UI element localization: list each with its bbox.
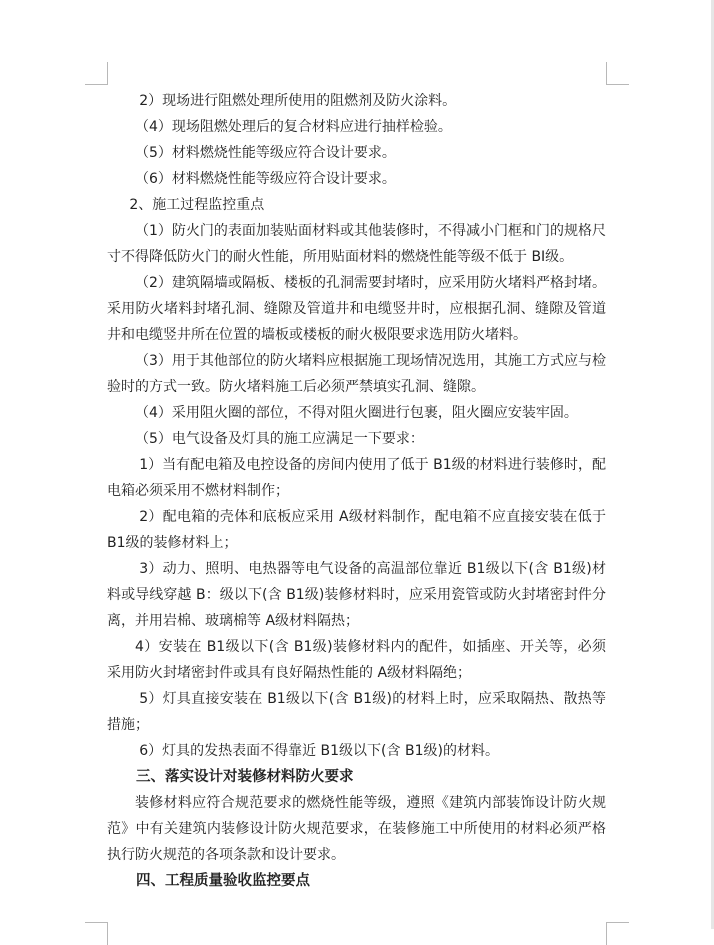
crop-mark-top-right [606, 62, 629, 85]
paragraph: （5）材料燃烧性能等级应符合设计要求。 [135, 145, 396, 161]
crop-mark-bottom-left [85, 922, 108, 945]
paragraph: 1）当有配电箱及电控设备的房间内使用了低于 B1级的材料进行装修时，配电箱必须采用不燃材料制作； [107, 457, 606, 499]
paragraph: （6）材料燃烧性能等级应符合设计要求。 [135, 171, 396, 187]
paragraph: 4）安装在 B1级以下(含 B1级)装修材料内的配件，如插座、开关等，必须采用防火封堵密封件或具有良好隔热性能的 A级材料隔绝； [107, 639, 606, 681]
paragraph: （4）采用阻火圈的部位，不得对阻火圈进行包裹，阻火圈应安装牢固。 [135, 405, 578, 421]
paragraph: 装修材料应符合规范要求的燃烧性能等级，遵照《建筑内部装饰设计防火规范》中有关建筑内装修设计防火规范要求，在装修施工中所使用的材料必须严格执行防火规范的各项条款和设计要求。 [107, 795, 606, 863]
paragraph: （3）用于其他部位的防火堵料应根据施工现场情况选用，其施工方式应与检验时的方式一致。防火堵料施工后必须严禁填实孔洞、缝隙。 [107, 353, 606, 395]
section-heading: 四、工程质量验收监控要点 [136, 873, 310, 889]
paragraph: 2）配电箱的壳体和底板应采用 A级材料制作，配电箱不应直接安装在低于 B1级的装修材料上； [107, 509, 606, 551]
crop-mark-top-left [85, 62, 108, 85]
paragraph: 2）现场进行阻燃处理所使用的阻燃剂及防火涂料。 [139, 93, 457, 109]
section-heading: 三、落实设计对装修材料防火要求 [136, 769, 354, 785]
paragraph: （4）现场阻燃处理后的复合材料应进行抽样检验。 [135, 119, 452, 135]
paragraph: （1）防火门的表面加装贴面材料或其他装修时，不得减小门框和门的规格尺寸不得降低防火门的耐火性能，所用贴面材料的燃烧性能等级不低于 BI级。 [107, 223, 606, 265]
paragraph: （2）建筑隔墙或隔板、楼板的孔洞需要封堵时，应采用防火堵料严格封堵。采用防火堵料封堵孔洞、缝隙及管道井和电缆竖井时，应根据孔洞、缝隙及管道井和电缆竖井所在位置的墙板或楼板的耐火极限要求选用防火堵料。 [107, 275, 606, 343]
crop-mark-bottom-right [606, 922, 629, 945]
paragraph: （5）电气设备及灯具的施工应满足一下要求： [135, 431, 424, 447]
paragraph: 5）灯具直接安装在 B1级以下(含 B1级)的材料上时，应采取隔热、散热等措施； [107, 691, 606, 733]
section-subheading: 2、施工过程监控重点 [129, 197, 265, 213]
document-body [107, 88, 606, 894]
paragraph: 3）动力、照明、电热器等电气设备的高温部位靠近 B1级以下(含 B1级)材料或导线穿越 B：级以下(含 B1级)装修材料时，应采用瓷管或防火封堵密封件分离，并用岩棉、玻璃棉等 A级材料隔热； [107, 561, 606, 629]
paragraph: 6）灯具的发热表面不得靠近 B1级以下(含 B1级)的材料。 [139, 743, 499, 759]
